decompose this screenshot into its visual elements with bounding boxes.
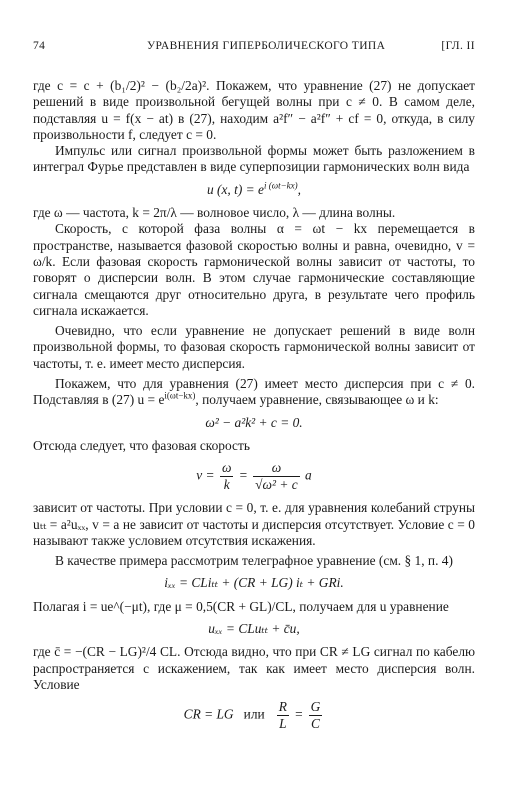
eq6-denominator-2: C [311, 716, 320, 732]
equation-distortionless-condition [33, 699, 475, 732]
p6-part-b: , получаем уравнение, связывающее ω и k: [195, 392, 439, 408]
paragraph-3: где ω — частота, k = 2π/λ — волновое число, λ — длина волны. [33, 205, 396, 221]
eq3-numerator-1: ω [221, 460, 232, 476]
paragraph-2: Импульс или сигнал произвольной формы может быть разложением в интеграл Фурье представлен в виде суперпозиции гармонических волн вида [33, 143, 475, 175]
eq6-numerator-2: G [310, 699, 321, 715]
eq3-fraction-1 [220, 460, 233, 493]
equation-phase-velocity [33, 460, 475, 493]
paragraph-9: В качестве примера рассмотрим телеграфное уравнение (см. § 1, п. 4) [55, 553, 453, 569]
eq3-tail: a [305, 467, 312, 483]
paragraph-5: Очевидно, что если уравнение не допускает решений в виде волн произвольной формы, то фазовая скорость гармонической волны зависит от частоты, т. е. имеет место дисперсия. [33, 323, 475, 371]
eq6-equals: = [294, 706, 304, 722]
eq3-denominator-2: √ω² + c [255, 477, 298, 493]
book-page [33, 38, 475, 739]
paragraph-10: Полагая i = ue^(−μt), где μ = 0,5(CR + GL)/CL, получаем для u уравнение [33, 598, 449, 614]
equation-dispersion: ω² − a²k² + c = 0. [205, 414, 303, 430]
page-number: 74 [33, 40, 46, 52]
eq3-fraction-2 [253, 460, 300, 493]
paragraph-11: где c̄ = −(CR − LG)²/4 CL. Отсюда видно, что при CR ≠ LG сигнал по кабелю распространяется с искажением, так как имеет место дисперсия волн. Условие [33, 644, 475, 692]
eq1-main: u (x, t) = e [206, 181, 264, 197]
eq6-or: или [243, 706, 265, 722]
equation-telegraph: iₓₓ = CLiₜₜ + (CR + LG) iₜ + GRi. [164, 575, 344, 591]
eq3-equals: = [238, 467, 248, 483]
eq3-numerator-2: ω [253, 460, 300, 477]
eq6-left: CR = LG [183, 706, 234, 722]
p6-part-a: Покажем, что для уравнения (27) имеет место дисперсия при c ≠ 0. Подставляя в (27) u = e [33, 376, 475, 408]
eq3-v: v = [196, 467, 215, 483]
paragraph-7: Отсюда следует, что фазовая скорость [33, 437, 250, 453]
paragraph-1: где c = c + (b₁/2)² − (b₂/2a)². Покажем, что уравнение (27) не допускает решений в виде произвольной бегущей волны при c ≠ 0. В самом деле, подставляя u = f(x − at) в (27), находим a²f″ − a²f″ + cf = 0, откуда, в силу произвольности f, следует c = 0. [33, 78, 475, 142]
equation-harmonic-wave [33, 182, 475, 198]
running-header [33, 38, 475, 56]
eq6-denominator-1: L [279, 716, 287, 732]
eq6-fraction-2 [309, 699, 323, 732]
equation-reduced: uₓₓ = CLuₜₜ + c̄u, [208, 621, 300, 637]
p6-exponent: i(ωt−kx) [164, 390, 196, 401]
paragraph-4: Скорость, с которой фаза волны α = ωt − kx перемещается в пространстве, называется фазовой скоростью волны и равна, очевидно, v = ω/k. Если фазовая скорость гармонической волны зависит от частоты, то говорят о дисперсии волн. В этом случае гармонические составляющие сигнала смещаются друг относительно друга, в результате чего профиль сигнала искажается. [33, 221, 475, 318]
eq1-tail: , [297, 181, 302, 197]
eq6-numerator-1: R [278, 699, 287, 715]
running-title: УРАВНЕНИЯ ГИПЕРБОЛИЧЕСКОГО ТИПА [147, 40, 386, 52]
eq1-exponent: i (ωt−kx) [263, 180, 298, 191]
eq3-denominator-1: k [223, 477, 230, 493]
eq6-fraction-1 [277, 699, 289, 732]
paragraph-6 [33, 376, 475, 409]
chapter-marker: [ГЛ. II [441, 40, 475, 52]
page-body [33, 78, 475, 732]
paragraph-8: зависит от частоты. При условии c = 0, т. е. для уравнения колебаний струны uₜₜ = a²uₓₓ, v = a не зависит от частоты и дисперсия отсутствует. Условие c = 0 называют также условием отсутствия искажения. [33, 500, 475, 548]
